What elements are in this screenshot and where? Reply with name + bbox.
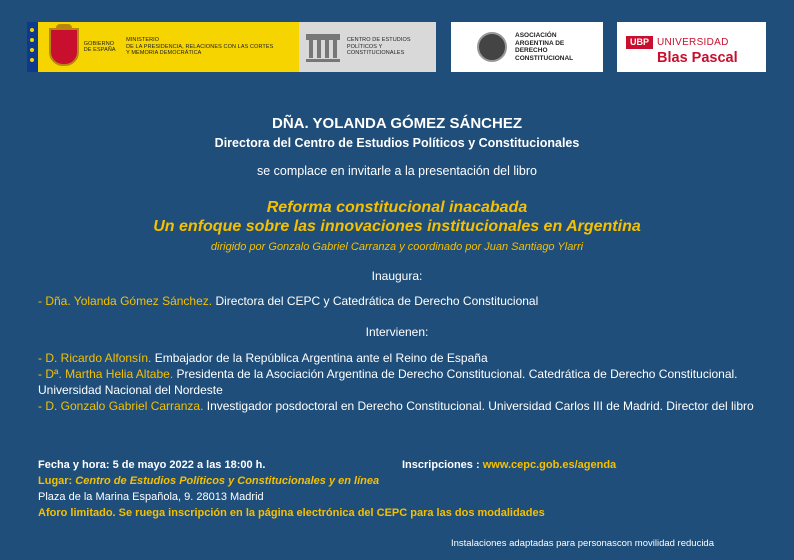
aadc-line3: DERECHO [515, 47, 548, 54]
ministry-line1: MINISTERIO [126, 37, 160, 44]
opening-item [38, 293, 778, 309]
registration-link[interactable]: www.cepc.gob.es/agenda [482, 459, 617, 471]
accessibility-note: Instalaciones adaptadas para personascon movilidad reducida [451, 538, 715, 549]
speaker-name: - D. Gonzalo Gabriel Carranza. [38, 399, 204, 413]
event-place [38, 473, 379, 489]
place-label: Lugar: [38, 475, 73, 487]
eu-flag-icon [27, 22, 38, 72]
gov-line1: GOBIERNO [83, 40, 115, 47]
ministry-line2: DE LA PRESIDENCIA, RELACIONES CON LAS CORTES [126, 43, 274, 50]
cepc-line1: CENTRO DE ESTUDIOS [346, 37, 411, 44]
aadc-line4: CONSTITUCIONAL [515, 54, 574, 62]
place-value: Centro de Estudios Políticos y Constitucionales y en línea [75, 475, 380, 487]
speaker-name: - D. Ricardo Alfonsín. [38, 351, 152, 365]
book-editors: dirigido por Gonzalo Gabriel Carranza y coordinado por Juan Santiago Ylarri [210, 241, 584, 253]
aadc-line2: ARGENTINA DE [515, 39, 565, 47]
cepc-logo [299, 22, 436, 72]
event-date: Fecha y hora: 5 de mayo 2022 a las 18:00 h. [38, 459, 266, 471]
opening-heading: Inaugura: [371, 269, 423, 283]
speaker-desc: Investigador posdoctoral en Derecho Constitucional. Universidad Carlos III de Madrid. Director del libro [203, 399, 754, 413]
government-logo [27, 22, 436, 72]
portrait-medallion-icon [477, 32, 507, 62]
speaker-desc: Embajador de la República Argentina ante el Reino de España [151, 351, 488, 365]
ubp-logo [617, 22, 766, 72]
capacity-notice: Aforo limitado. Se ruega inscripción en la página electrónica del CEPC para las dos modalidades [38, 507, 545, 519]
book-title: Reforma constitucional inacabada [266, 199, 528, 216]
speaker-item [38, 366, 778, 398]
event-address: Plaza de la Marina Española, 9. 28013 Madrid [38, 491, 264, 503]
ministry-line3: Y MEMORIA DEMOCRÁTICA [126, 50, 202, 57]
spain-coat-of-arms-icon [27, 22, 80, 72]
gov-line2: DE ESPAÑA [83, 47, 116, 53]
book-subtitle: Un enfoque sobre las innovaciones institucionales en Argentina [153, 218, 641, 235]
speaker-item [38, 350, 778, 366]
speaker-desc: Presidenta de la Asociación Argentina de Derecho Constitucional. Catedrática de Derecho Constitucional. Universidad Nacional del Nordeste [38, 367, 738, 397]
registration [402, 457, 616, 473]
ubp-badge: UBP [626, 36, 653, 49]
host-name: DÑA. YOLANDA GÓMEZ SÁNCHEZ [271, 115, 522, 132]
building-icon [306, 32, 338, 62]
speaker-item [38, 398, 778, 414]
cepc-label [347, 37, 436, 57]
invite-text: se complace en invitarle a la presentación del libro [256, 164, 538, 178]
gov-label [84, 41, 120, 54]
registration-label: Inscripciones : [402, 459, 480, 471]
ubp-line1: UNIVERSIDAD [657, 37, 729, 48]
opening-speaker-desc: Directora del CEPC y Catedrática de Derecho Constitucional [212, 294, 539, 308]
opening-speaker-name: - Dña. Yolanda Gómez Sánchez. [38, 294, 213, 308]
speakers-heading: Intervienen: [365, 325, 429, 339]
host-role: Directora del Centro de Estudios Políticos y Constitucionales [214, 136, 580, 150]
speaker-name: - Dª. Martha Helia Altabe. [38, 367, 174, 381]
ministry-label [126, 37, 299, 57]
cepc-line2: POLÍTICOS Y CONSTITUCIONALES [346, 43, 405, 57]
ubp-line2: Blas Pascal [657, 50, 738, 66]
aadc-logo [451, 22, 603, 72]
aadc-line1: ASOCIACIÓN [515, 32, 557, 39]
aadc-label [515, 32, 573, 62]
